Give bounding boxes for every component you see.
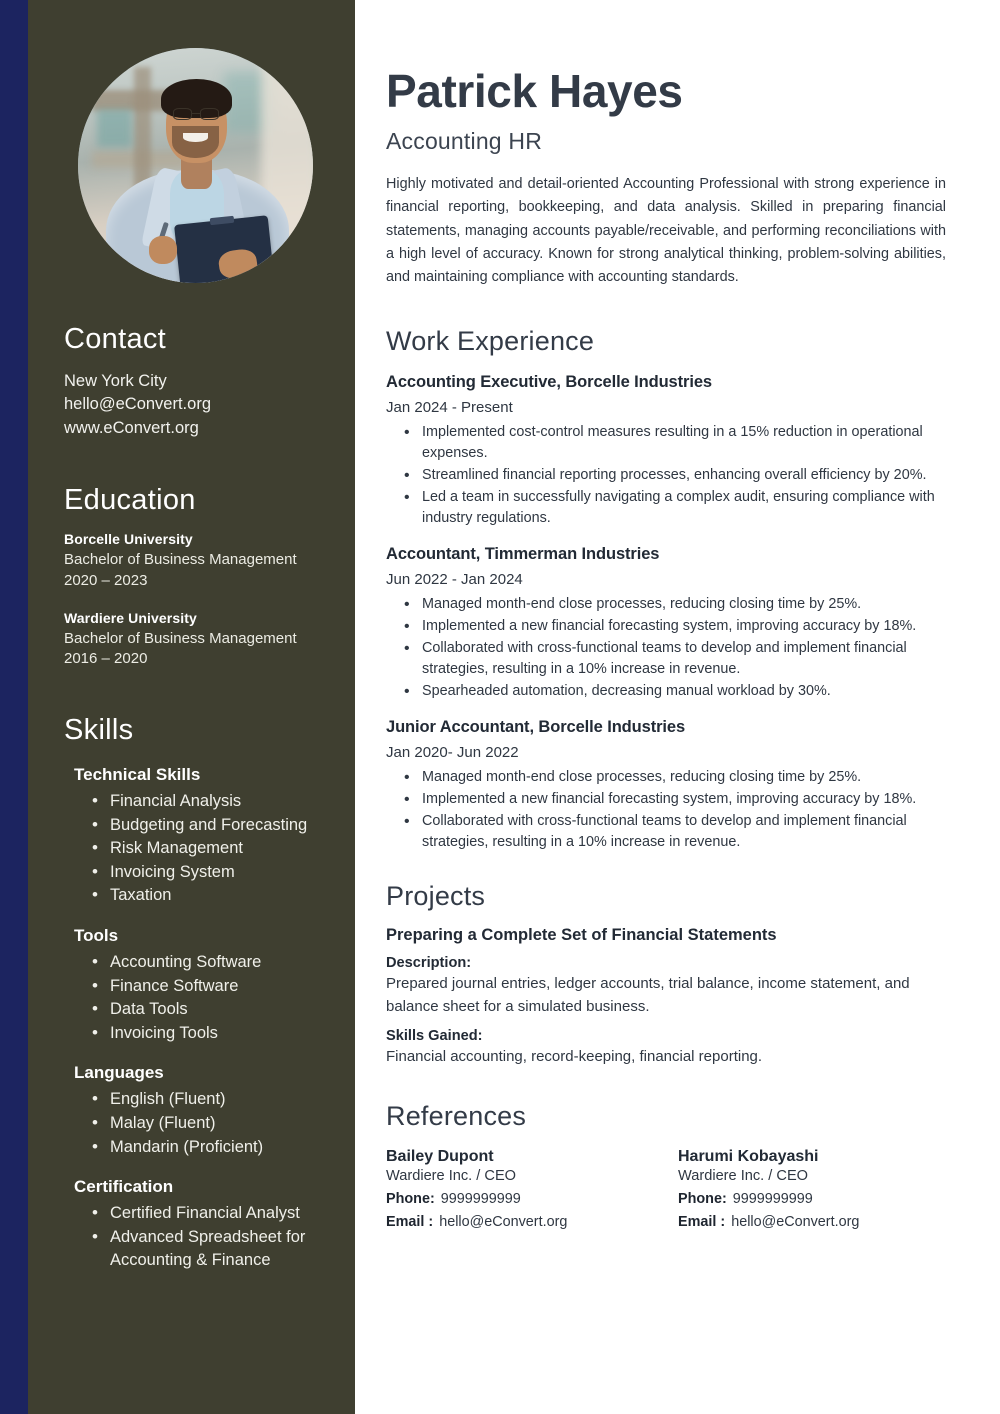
reference-email-label: Email :	[678, 1213, 726, 1230]
job-bullet: • Led a team in successfully navigating a complex audit, ensuring compliance with industry regulations.	[404, 487, 946, 529]
reference-email-row	[678, 1214, 946, 1230]
reference-name: Harumi Kobayashi	[678, 1147, 819, 1165]
education-years: 2020 – 2023	[64, 571, 148, 589]
job-bullet-list	[386, 594, 946, 702]
project-title: Preparing a Complete Set of Financial Statements	[386, 926, 777, 945]
reference-role: Wardiere Inc. / CEO	[386, 1167, 517, 1184]
education-degree: Bachelor of Business Management	[64, 551, 297, 569]
skill-item-list	[74, 1088, 327, 1159]
accent-strip-navy	[0, 0, 28, 1414]
skill-group-title: Technical Skills	[74, 765, 201, 785]
skill-item: • English (Fluent)	[92, 1088, 327, 1112]
profile-summary: Highly motivated and detail-oriented Accounting Professional with strong experience in financial reporting, bookkeeping, and data analysis. Skilled in preparing financial statements, managing accounts payable/receivable, and performing reconciliations with a high level of accuracy. Known for strong analytical thinking, problem-solving abilities, and maintaining compliance with accounting standards.	[386, 176, 946, 286]
reference-role: Wardiere Inc. / CEO	[678, 1167, 809, 1184]
reference-entry	[666, 1148, 946, 1230]
job-bullet: • Managed month-end close processes, reducing closing time by 25%.	[404, 594, 946, 615]
job-bullet: • Implemented a new financial forecasting system, improving accuracy by 18%.	[404, 789, 946, 810]
skill-group-tools	[64, 926, 327, 1045]
job-bullet: • Collaborated with cross-functional teams to develop and implement financial strategies, resulting in a 10% increase in revenue.	[404, 638, 946, 680]
job-bullet: • Managed month-end close processes, reducing closing time by 25%.	[404, 767, 946, 788]
references-heading: References	[386, 1100, 527, 1131]
reference-phone-row	[678, 1191, 946, 1207]
reference-name: Bailey Dupont	[386, 1147, 494, 1165]
skill-item: • Accounting Software	[92, 951, 327, 975]
skill-group-title: Languages	[74, 1063, 164, 1083]
reference-entry	[386, 1148, 666, 1230]
work-experience-heading: Work Experience	[386, 325, 595, 356]
education-heading: Education	[64, 484, 196, 517]
education-list	[64, 531, 327, 670]
references-section	[386, 1101, 946, 1230]
skill-item-list	[74, 951, 327, 1045]
projects-section	[386, 881, 946, 1069]
work-experience-entry	[386, 718, 946, 853]
job-bullet-list	[386, 767, 946, 853]
skill-item: • Advanced Spreadsheet for Accounting & Finance	[92, 1226, 327, 1273]
references-list	[386, 1148, 946, 1230]
skill-group-title: Certification	[74, 1177, 174, 1197]
skill-item: • Financial Analysis	[92, 790, 327, 814]
skill-item: • Malay (Fluent)	[92, 1112, 327, 1136]
job-bullet-list	[386, 422, 946, 529]
sidebar	[28, 0, 355, 1414]
job-bullet: • Spearheaded automation, decreasing manual workload by 30%.	[404, 681, 946, 702]
reference-phone-value: 9999999999	[732, 1190, 813, 1207]
project-skills-label: Skills Gained:	[386, 1028, 483, 1045]
job-title: Accounting Executive, Borcelle Industries	[386, 372, 712, 391]
job-bullet: • Implemented a new financial forecasting system, improving accuracy by 18%.	[404, 616, 946, 637]
work-experience-section	[386, 326, 946, 853]
skill-group-technical-skills	[64, 765, 327, 908]
skill-item: • Mandarin (Proficient)	[92, 1136, 327, 1160]
job-date-range: Jan 2024 - Present	[386, 398, 513, 416]
job-title: Accountant, Timmerman Industries	[386, 544, 660, 563]
skill-group-certification	[64, 1177, 327, 1273]
contact-location: New York City	[64, 372, 167, 390]
education-degree: Bachelor of Business Management	[64, 629, 297, 647]
job-title: Junior Accountant, Borcelle Industries	[386, 717, 686, 736]
skill-item: • Invoicing System	[92, 861, 327, 885]
work-experience-entry	[386, 373, 946, 529]
skill-item-list	[74, 790, 327, 908]
skill-item: • Finance Software	[92, 975, 327, 999]
reference-email-value[interactable]: hello@eConvert.org	[439, 1213, 568, 1230]
skill-item: • Data Tools	[92, 998, 327, 1022]
skill-group-languages	[64, 1063, 327, 1159]
job-date-range: Jan 2020- Jun 2022	[386, 743, 519, 761]
main-content	[386, 0, 946, 1414]
skills-heading: Skills	[64, 714, 134, 747]
skill-group-title: Tools	[74, 925, 119, 945]
contact-details	[64, 370, 327, 440]
profile-photo	[78, 48, 313, 283]
contact-website[interactable]: www.eConvert.org	[64, 418, 199, 437]
profile-photo-image	[78, 48, 313, 283]
reference-phone-row	[386, 1191, 666, 1207]
skill-item-list	[74, 1202, 327, 1273]
work-experience-entry	[386, 545, 946, 702]
skill-item: • Budgeting and Forecasting	[92, 814, 327, 838]
contact-heading: Contact	[64, 323, 167, 355]
skill-item: • Risk Management	[92, 837, 327, 861]
job-role-subtitle: Accounting HR	[386, 128, 543, 154]
reference-phone-label: Phone:	[386, 1190, 435, 1207]
projects-heading: Projects	[386, 881, 486, 912]
education-school: Borcelle University	[64, 531, 193, 548]
reference-email-value[interactable]: hello@eConvert.org	[731, 1213, 860, 1230]
skill-item: • Invoicing Tools	[92, 1022, 327, 1046]
education-entry	[64, 610, 327, 670]
contact-email[interactable]: hello@eConvert.org	[64, 395, 211, 414]
skill-item: • Taxation	[92, 884, 327, 908]
job-bullet: • Implemented cost-control measures resulting in a 15% reduction in operational expenses.	[404, 422, 946, 464]
project-description-label: Description:	[386, 955, 472, 972]
reference-phone-value: 9999999999	[440, 1190, 521, 1207]
education-years: 2016 – 2020	[64, 650, 148, 668]
education-school: Wardiere University	[64, 609, 197, 626]
reference-email-row	[386, 1214, 666, 1230]
reference-phone-label: Phone:	[678, 1190, 727, 1207]
job-bullet: • Collaborated with cross-functional teams to develop and implement financial strategies, resulting in a 10% increase in revenue.	[404, 811, 946, 853]
page-title: Patrick Hayes	[386, 65, 683, 117]
reference-email-label: Email :	[386, 1213, 434, 1230]
education-entry	[64, 531, 327, 591]
job-date-range: Jun 2022 - Jan 2024	[386, 570, 523, 588]
project-skills: Financial accounting, record-keeping, financial reporting.	[386, 1048, 763, 1066]
job-bullet: • Streamlined financial reporting processes, enhancing overall efficiency by 20%.	[404, 465, 946, 486]
skill-item: • Certified Financial Analyst	[92, 1202, 327, 1226]
project-description: Prepared journal entries, ledger accounts, trial balance, income statement, and balance sheet for a simulated business.	[386, 975, 910, 1015]
